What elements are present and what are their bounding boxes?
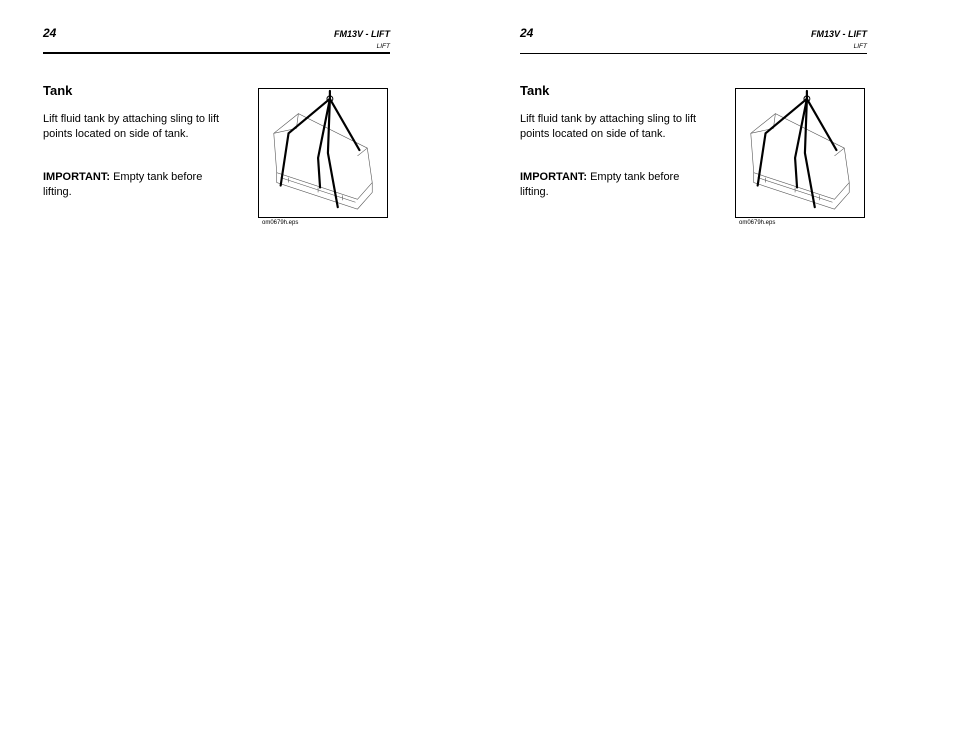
tank-sling-illustration xyxy=(736,89,864,217)
important-note xyxy=(43,170,233,200)
tank-sling-illustration xyxy=(259,89,387,217)
page-number: 24 xyxy=(43,26,57,40)
section-heading: Tank xyxy=(43,83,73,98)
tank-lift-figure xyxy=(735,88,865,218)
tank-lift-figure xyxy=(258,88,388,218)
important-text: Empty tank before lifting. xyxy=(520,171,680,198)
section-heading: Tank xyxy=(520,83,550,98)
instruction-paragraph: Lift fluid tank by attaching sling to lift points located on side of tank. xyxy=(520,113,697,140)
important-label: IMPORTANT: xyxy=(43,171,111,183)
figure-caption: om0679h.eps xyxy=(739,220,776,226)
important-label: IMPORTANT: xyxy=(520,171,588,183)
header-subtitle: LIFT xyxy=(376,43,390,50)
header-title: FM13V - LIFT xyxy=(334,29,390,39)
page-number: 24 xyxy=(520,26,534,40)
figure-caption: om0679h.eps xyxy=(262,220,299,226)
important-text: Empty tank before lifting. xyxy=(43,171,203,198)
header-rule xyxy=(43,52,390,54)
header-title: FM13V - LIFT xyxy=(811,29,867,39)
header-subtitle: LIFT xyxy=(853,43,867,50)
instruction-paragraph: Lift fluid tank by attaching sling to lift points located on side of tank. xyxy=(43,113,220,140)
important-note xyxy=(520,170,710,200)
page-right xyxy=(477,0,954,738)
header-rule xyxy=(520,53,867,54)
